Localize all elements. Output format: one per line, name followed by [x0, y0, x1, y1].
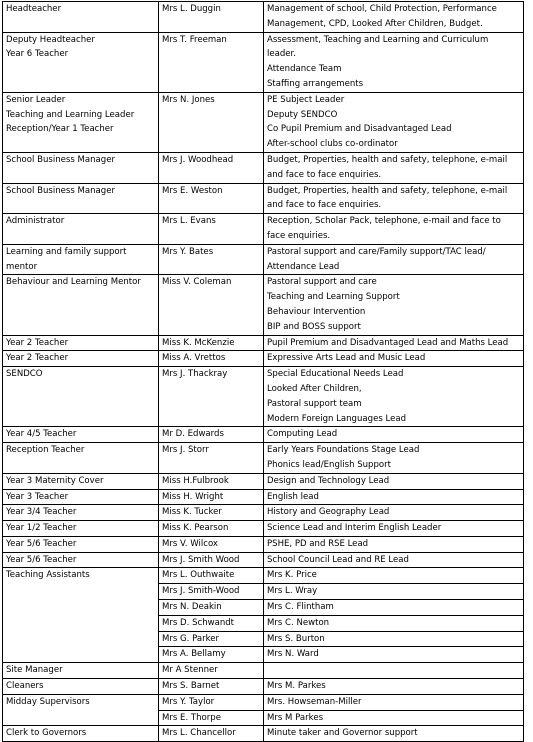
responsibility-cell-line: Management of school, Child Protection, Performance [267, 4, 497, 14]
role-cell: Clerk to Governors [3, 726, 159, 742]
role-cell-line: Year 4/5 Teacher [6, 429, 77, 440]
name-cell [159, 505, 264, 521]
responsibility-cell-line: Design and Technology Lead [267, 475, 390, 486]
table-row [3, 568, 524, 584]
role-cell-line: Year 5/6 Teacher [6, 554, 77, 565]
name-cell-line: Mrs N. Jones [162, 94, 215, 105]
responsibility-cell-line: Phonics lead/English Support [267, 459, 392, 470]
responsibility-cell-line: School Council Lead and RE Lead [267, 554, 409, 565]
responsibility-cell: Minute taker and Governor support [264, 726, 524, 742]
name-cell: Mr A Stenner [159, 663, 264, 679]
name-cell-line: Miss K. McKenzie [162, 337, 235, 348]
table-row [3, 275, 524, 335]
name-cell [159, 183, 264, 214]
name-cell [159, 244, 264, 275]
name-cell [159, 2, 264, 33]
table-row [3, 505, 524, 521]
responsibility-cell-line: Behaviour Intervention [267, 306, 366, 317]
role-cell-line: mentor [6, 261, 38, 272]
responsibility-cell-line: and face to face enquiries. [267, 200, 382, 211]
role-cell [3, 427, 159, 443]
responsibility-cell [264, 244, 524, 275]
role-cell [3, 214, 159, 245]
responsibility-cell [264, 335, 524, 351]
name-cell: Mrs N. Deakin [159, 600, 264, 616]
name-cell-line: Mrs J. Woodhead [162, 154, 234, 165]
role-cell [3, 505, 159, 521]
name-cell-line: Mrs J. Thackray [162, 369, 228, 380]
name-cell-line: Miss H. Wright [162, 491, 224, 502]
name-cell: Mrs N. Ward [264, 647, 524, 663]
table-row [3, 521, 524, 537]
name-cell [159, 92, 264, 152]
name-cell-line: Mrs T. Freeman [162, 34, 227, 45]
name-cell: Mrs E. Thorpe [159, 710, 264, 726]
name-cell [159, 335, 264, 351]
role-cell [3, 536, 159, 552]
name-cell: Mrs Y. Taylor [159, 694, 264, 710]
responsibility-cell-line: History and Geography Lead [267, 507, 390, 518]
responsibility-cell [264, 536, 524, 552]
responsibility-cell [264, 214, 524, 245]
role-cell-line: Year 6 Teacher [6, 49, 69, 60]
responsibility-cell [264, 489, 524, 505]
table-row [3, 489, 524, 505]
name-cell-line: Mr D. Edwards [162, 429, 224, 440]
role-cell-line: Reception/Year 1 Teacher [6, 124, 114, 135]
responsibility-cell [264, 183, 524, 214]
name-cell: Mrs. Howseman-Miller [264, 694, 524, 710]
role-cell [3, 2, 159, 33]
name-cell-line: Mrs L. Evans [162, 216, 216, 227]
name-cell: Mrs L. Chancellor [159, 726, 264, 742]
name-cell [159, 473, 264, 489]
role-cell [3, 335, 159, 351]
name-cell: Mrs D. Schwandt [159, 615, 264, 631]
role-cell-line: School Business Manager [6, 154, 115, 165]
responsibility-cell-line: leader. [267, 49, 296, 60]
table-row [3, 663, 524, 679]
table-row [3, 694, 524, 710]
table-row [3, 2, 524, 33]
name-cell-line: Miss A. Vrettos [162, 353, 226, 364]
role-cell: Site Manager [3, 663, 159, 679]
table-row [3, 335, 524, 351]
role-cell [3, 275, 159, 335]
responsibility-cell-line: Attendance Lead [267, 261, 340, 272]
responsibility-cell-line: Teaching and Learning Support [267, 292, 400, 303]
responsibility-cell-line: Management, CPD, Looked After Children, Budget. [267, 18, 483, 29]
role-cell [3, 443, 159, 474]
role-cell-line: Learning and family support [6, 246, 127, 257]
role-cell-line: Senior Leader [6, 94, 66, 105]
name-cell: Mrs C. Newton [264, 615, 524, 631]
responsibility-cell-line: Reception, Scholar Pack, telephone, e-mail and face to [267, 216, 501, 227]
responsibility-cell-line: Expressive Arts Lead and Music Lead [267, 353, 426, 364]
responsibility-cell-line: Pastoral support team [267, 398, 362, 409]
role-cell-line: SENDCO [6, 369, 43, 380]
name-cell: Mrs S. Barnet [159, 679, 264, 695]
responsibility-cell-line: Budget, Properties, health and safety, telephone, e-mail [267, 185, 508, 196]
responsibility-cell-line: Staffing arrangements [267, 78, 364, 89]
role-cell [3, 92, 159, 152]
name-cell-line: Mrs J. Smith Wood [162, 554, 240, 565]
role-cell [3, 351, 159, 367]
responsibility-cell-line: Co Pupil Premium and Disadvantaged Lead [267, 124, 452, 135]
table-row [3, 536, 524, 552]
name-cell: Mrs K. Price [264, 568, 524, 584]
responsibility-cell [264, 275, 524, 335]
staff-table [2, 1, 524, 742]
responsibility-cell [264, 152, 524, 183]
responsibility-cell-line: and face to face enquiries. [267, 169, 382, 180]
responsibility-cell-line: Science Lead and Interim English Leader [267, 523, 442, 534]
name-cell [159, 521, 264, 537]
responsibility-cell-line: Pastoral support and care [267, 277, 377, 288]
table-row [3, 32, 524, 92]
table-row [3, 351, 524, 367]
name-cell: Mrs L. Wray [264, 584, 524, 600]
role-cell-line: Year 3 Teacher [6, 491, 69, 502]
table-row [3, 183, 524, 214]
role-cell-line: Year 1/2 Teacher [6, 523, 77, 534]
name-cell-line: Miss H.Fulbrook [162, 475, 229, 486]
responsibility-cell-line: PE Subject Leader [267, 94, 345, 105]
role-cell-line: Headteacher [6, 4, 62, 14]
role-cell [3, 489, 159, 505]
role-cell-line: Year 2 Teacher [6, 353, 69, 364]
name-cell [159, 443, 264, 474]
name-cell: Mrs S. Burton [264, 631, 524, 647]
responsibility-cell-line: face enquiries. [267, 230, 331, 241]
name-cell: Mrs G. Parker [159, 631, 264, 647]
responsibility-cell [264, 552, 524, 568]
table-row [3, 244, 524, 275]
role-cell [3, 183, 159, 214]
table-row [3, 214, 524, 245]
table-row [3, 473, 524, 489]
role-cell-line: Deputy Headteacher [6, 34, 95, 45]
role-cell-line: School Business Manager [6, 185, 115, 196]
responsibility-cell [264, 427, 524, 443]
role-cell-line: Year 3 Maternity Cover [6, 475, 104, 486]
name-cell: Mrs C. Flintham [264, 600, 524, 616]
role-cell [3, 521, 159, 537]
name-cell [159, 275, 264, 335]
responsibility-cell-line: Computing Lead [267, 429, 338, 440]
name-cell-line: Mrs Y. Bates [162, 246, 214, 257]
name-cell [159, 536, 264, 552]
name-cell [159, 489, 264, 505]
table-row [3, 552, 524, 568]
responsibility-cell [264, 473, 524, 489]
responsibility-cell-line: Deputy SENDCO [267, 109, 338, 120]
name-cell [159, 552, 264, 568]
role-cell: Teaching Assistants [3, 568, 159, 663]
responsibility-cell [264, 2, 524, 33]
role-cell-line: Teaching and Learning Leader [6, 109, 135, 120]
name-cell: Mrs M Parkes [264, 710, 524, 726]
table-row [3, 726, 524, 742]
table-row [3, 92, 524, 152]
name-cell [159, 214, 264, 245]
responsibility-cell [264, 521, 524, 537]
responsibility-cell [264, 367, 524, 427]
responsibility-cell [264, 663, 524, 679]
role-cell [3, 244, 159, 275]
name-cell [159, 367, 264, 427]
responsibility-cell-line: Modern Foreign Languages Lead [267, 413, 407, 424]
role-cell-line: Behaviour and Learning Mentor [6, 277, 141, 288]
role-cell-line: Year 3/4 Teacher [6, 507, 77, 518]
table-row [3, 367, 524, 427]
name-cell [159, 32, 264, 92]
responsibility-cell-line: Looked After Children, [267, 383, 362, 394]
responsibility-cell-line: Attendance Team [267, 64, 342, 75]
role-cell: Cleaners [3, 679, 159, 695]
name-cell-line: Mrs L. Duggin [162, 4, 221, 14]
table-row [3, 443, 524, 474]
table-row [3, 679, 524, 695]
role-cell-line: Year 2 Teacher [6, 337, 69, 348]
responsibility-cell [264, 32, 524, 92]
name-cell: Mrs A. Bellamy [159, 647, 264, 663]
name-cell: Mrs M. Parkes [264, 679, 524, 695]
responsibility-cell-line: English lead [267, 491, 319, 502]
responsibility-cell-line: Pupil Premium and Disadvantaged Lead and Maths Lead [267, 337, 509, 348]
responsibility-cell-line: PSHE, PD and RSE Lead [267, 538, 369, 549]
role-cell-line: Reception Teacher [6, 445, 85, 456]
name-cell-line: Miss V. Coleman [162, 277, 232, 288]
name-cell: Mrs J. Smith-Wood [159, 584, 264, 600]
role-cell-line: Administrator [6, 216, 65, 227]
role-cell [3, 552, 159, 568]
responsibility-cell-line: Early Years Foundations Stage Lead [267, 445, 420, 456]
role-cell [3, 473, 159, 489]
name-cell-line: Miss K. Pearson [162, 523, 229, 534]
role-cell [3, 367, 159, 427]
responsibility-cell-line: Pastoral support and care/Family support/TAC lead/ [267, 246, 486, 257]
name-cell [159, 427, 264, 443]
name-cell [159, 351, 264, 367]
name-cell-line: Mrs J. Storr [162, 445, 209, 456]
name-cell-line: Miss K. Tucker [162, 507, 222, 518]
responsibility-cell [264, 505, 524, 521]
role-cell [3, 152, 159, 183]
role-cell-line: Year 5/6 Teacher [6, 538, 77, 549]
name-cell: Mrs L. Outhwaite [159, 568, 264, 584]
role-cell: Midday Supervisors [3, 694, 159, 726]
name-cell-line: Mrs E. Weston [162, 185, 223, 196]
name-cell [159, 152, 264, 183]
name-cell-line: Mrs V. Wilcox [162, 538, 218, 549]
responsibility-cell [264, 92, 524, 152]
table-row [3, 427, 524, 443]
responsibility-cell-line: After-school clubs co-ordinator [267, 139, 398, 150]
responsibility-cell-line: Assessment, Teaching and Learning and Curriculum [267, 34, 489, 45]
responsibility-cell-line: Special Educational Needs Lead [267, 369, 404, 380]
responsibility-cell-line: Budget, Properties, health and safety, telephone, e-mail [267, 154, 508, 165]
responsibility-cell-line: BIP and BOSS support [267, 321, 361, 332]
responsibility-cell [264, 351, 524, 367]
table-row [3, 152, 524, 183]
role-cell [3, 32, 159, 92]
responsibility-cell [264, 443, 524, 474]
